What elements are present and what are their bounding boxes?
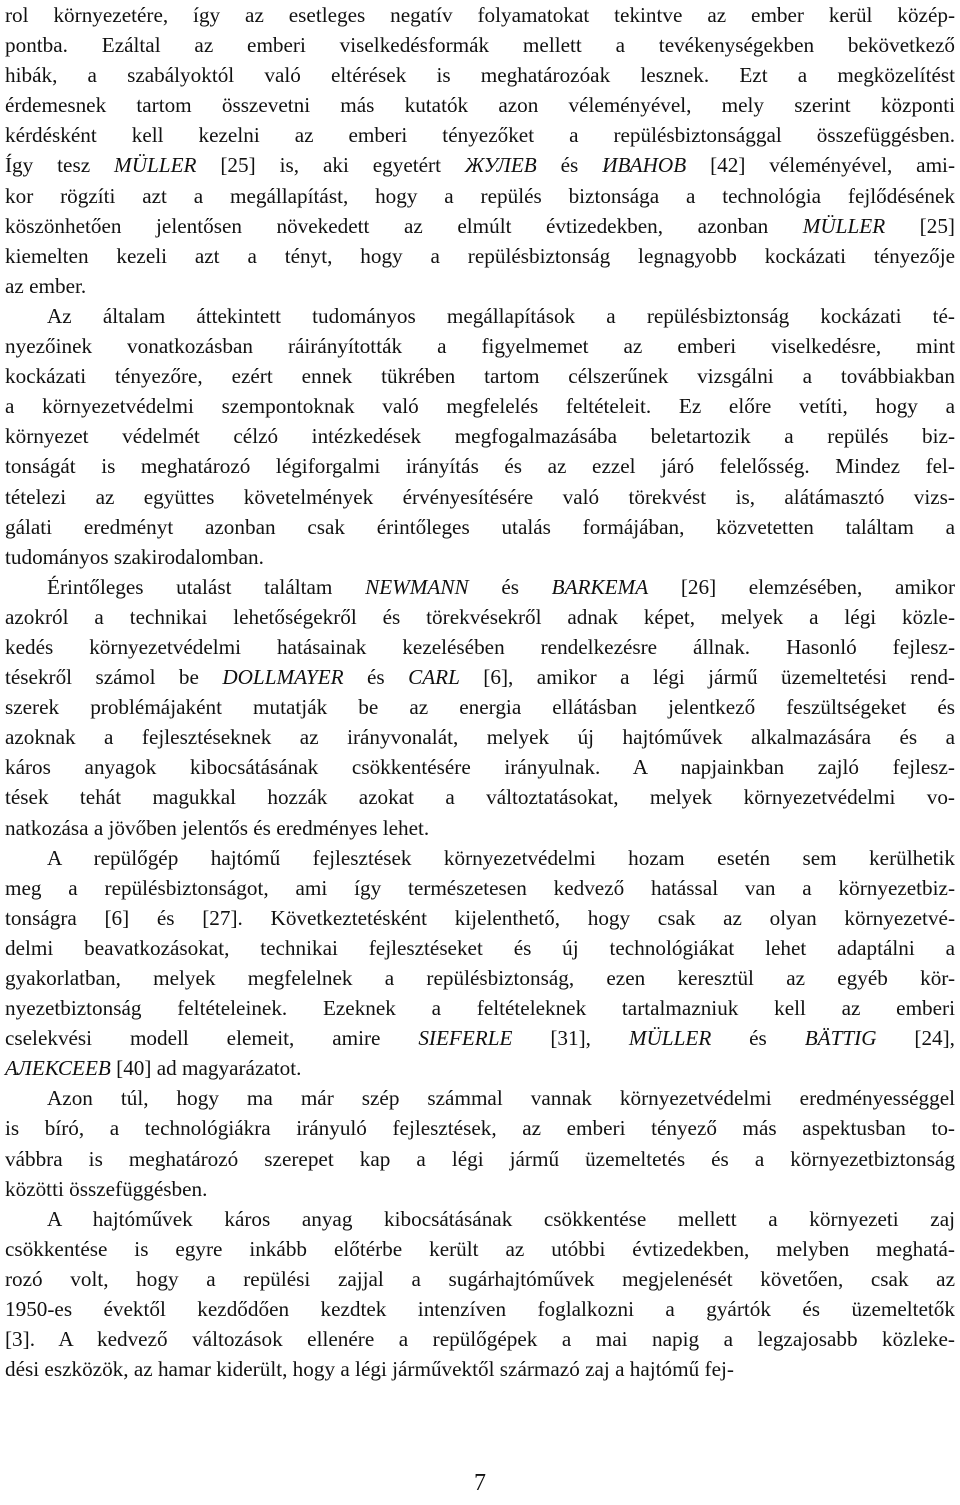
paragraph: [5, 843, 955, 1084]
text-line: tonságra [6] és [27]. Következtetésként kijelenthető, hogy csak az olyan környezetvé-: [5, 905, 955, 930]
text-line: szerek problémájaként mutatják be az energia ellátásban jelentkező feszültségeket és: [5, 695, 955, 720]
text-line: is bíró, a technológiákra irányuló fejlesztések, az emberi tényező más aspektusban to-: [5, 1116, 955, 1141]
text-line: tések tehát magukkal hozzák azokat a változtatásokat, melyek környezetvédelmi vo-: [5, 785, 955, 810]
text-line: [3]. A kedvező változások ellenére a repülőgépek a mai napig a legzajosabb közleke-: [5, 1327, 955, 1352]
text-line: delmi beavatkozásokat, technikai fejlesztéseket és új technológiákat lehet adaptálni a: [5, 935, 955, 960]
text-line: gyakorlatban, melyek megfelelnek a repülésbiztonság, ezen keresztül az egyéb kör-: [5, 966, 955, 990]
text-line: dési eszközök, az hamar kiderült, hogy a légi járművektől származó zaj a hajtómű fej-: [5, 1357, 734, 1382]
author-name: BARKEMA: [551, 574, 649, 599]
author-name: NEWMANN: [365, 574, 469, 599]
author-name: MÜLLER: [114, 153, 197, 178]
author-name: CARL: [408, 665, 460, 690]
text-line: káros anyagok kibocsátásának csökkentésére irányulnak. A napjainkban zajló fejlesz-: [5, 755, 955, 780]
text-line: érdemesnek tartom összevetni más kutatók azon véleményével, mely szerint központi: [5, 93, 955, 118]
text-line: Érintőleges utalást találtam NEWMANN és BARKEMA [26] elemzésében, amikor: [47, 574, 955, 599]
text-line: tésekről számol be DOLLMAYER és CARL [6], amikor a légi jármű üzemeltetési rend-: [5, 665, 955, 690]
text-line: rol környezetére, így az esetleges negatív folyamatokat tekintve az ember kerül közép-: [5, 3, 955, 27]
text-line: csökkentése is egyre inkább előtérbe került az utóbbi évtizedekben, melyben meghatá-: [5, 1236, 955, 1261]
text-line: kedés környezetvédelmi hatásainak kezelésében rendelkezésre állnak. Hasonló fejlesz-: [5, 634, 955, 659]
author-name: ЖУЛЕВ: [464, 153, 537, 178]
text-line: azoknak a fejlesztéseknek az irányvonalát, melyek új hajtóművek alkalmazására és a: [5, 725, 955, 750]
author-name: SIEFERLE: [418, 1026, 513, 1051]
text-line: kiemelten kezeli azt a tényt, hogy a repülésbiztonság legnagyobb kockázati tényezője: [5, 243, 955, 268]
text-line: meg a repülésbiztonságot, ami így természetesen kedvező hatással van a környezetbiz-: [5, 875, 955, 900]
author-name: ИВАНОВ: [602, 153, 687, 178]
text-line: az ember.: [5, 273, 87, 298]
document-page: [5, 0, 955, 1384]
text-line: АЛЕКСЕЕВ [40] ad magyarázatot.: [5, 1056, 302, 1081]
text-line: nyezőinek vonatkozásban ráirányították a figyelmemet az emberi viselkedésre, mint: [5, 334, 955, 359]
paragraph: [5, 301, 955, 572]
text-line: kérdésként kell kezelni az emberi tényezőket a repülésbiztonsággal összefüggésben.: [5, 123, 955, 148]
author-name: BÄTTIG: [804, 1026, 877, 1051]
page-number: 7: [474, 1470, 486, 1496]
paragraph: [5, 572, 955, 843]
text-line: A repülőgép hajtómű fejlesztések környezetvédelmi hozam esetén sem kerülhetik: [47, 845, 955, 870]
author-name: MÜLLER: [802, 213, 886, 238]
text-line: rozó volt, hogy a repülési zajjal a sugárhajtóművek megjelenését követően, csak az: [5, 1266, 955, 1291]
text-line: Az általam áttekintett tudományos megállapítások a repülésbiztonság kockázati té-: [47, 303, 955, 328]
text-line: Azon túl, hogy ma már szép számmal vannak környezetvédelmi eredményességgel: [47, 1086, 955, 1111]
text-line: tudományos szakirodalomban.: [5, 544, 264, 569]
text-line: natkozása a jövőben jelentős és eredményes lehet.: [5, 815, 430, 840]
text-line: Így tesz MÜLLER [25] is, aki egyetért ЖУЛЕВ és ИВАНОВ [42] véleményével, ami-: [5, 153, 956, 178]
paragraph: [5, 1204, 955, 1385]
author-name: АЛЕКСЕЕВ: [5, 1056, 111, 1081]
text-line: környezet védelmét célzó intézkedések megfogalmazásába beletartozik a repülés biz-: [5, 424, 955, 449]
text-line: kockázati tényezőre, ezért ennek tükrében tartom célszerűnek vizsgálni a továbbiakban: [5, 364, 955, 389]
text-line: gálati eredményt azonban csak érintőleges utalás formájában, közvetetten találtam a: [5, 514, 955, 539]
text-line: köszönhetően jelentősen növekedett az elmúlt évtizedekben, azonban MÜLLER [25]: [5, 213, 955, 238]
text-line: tonságát is meghatározó légiforgalmi irányítás és az ezzel járó felelősség. Mindez fel-: [5, 454, 955, 479]
text-line: közötti összefüggésben.: [5, 1176, 208, 1201]
text-line: nyezetbiztonság feltételeinek. Ezeknek a feltételeknek tartalmazniuk kell az emberi: [5, 996, 955, 1021]
paragraph: [5, 1083, 955, 1203]
author-name: MÜLLER: [628, 1026, 712, 1051]
text-line: azokról a technikai lehetőségekről és törekvésekről adnak képet, melyek a légi közle-: [5, 604, 955, 629]
text-line: 1950-es évektől kezdődően kezdtek intenzíven foglalkozni a gyártók és üzemeltetők: [5, 1297, 955, 1322]
text-line: kor rögzíti azt a megállapítást, hogy a repülés biztonsága a technológia fejlődésének: [5, 183, 955, 208]
text-line: A hajtóművek káros anyag kibocsátásának csökkentése mellett a környezeti zaj: [47, 1206, 955, 1231]
author-name: DOLLMAYER: [222, 665, 344, 690]
text-line: pontba. Ezáltal az emberi viselkedésformák mellett a tevékenységekben bekövetkező: [5, 33, 955, 58]
text-line: tételezi az együttes követelmények érvényesítésére való törekvést is, alátámasztó vizs-: [5, 484, 955, 509]
text-line: cselekvési modell elemeit, amire SIEFERLE [31], MÜLLER és BÄTTIG [24],: [5, 1026, 955, 1051]
text-line: hibák, a szabályoktól való eltérések is meghatározóak lesznek. Ezt a megközelítést: [5, 63, 955, 88]
text-line: vábbra is meghatározó szerepet kap a légi jármű üzemeltetés és a környezetbiztonság: [5, 1146, 955, 1171]
paragraph: [5, 0, 955, 301]
text-line: a környezetvédelmi szempontoknak való megfelelés feltételeit. Ez előre vetíti, hogy a: [5, 394, 955, 419]
